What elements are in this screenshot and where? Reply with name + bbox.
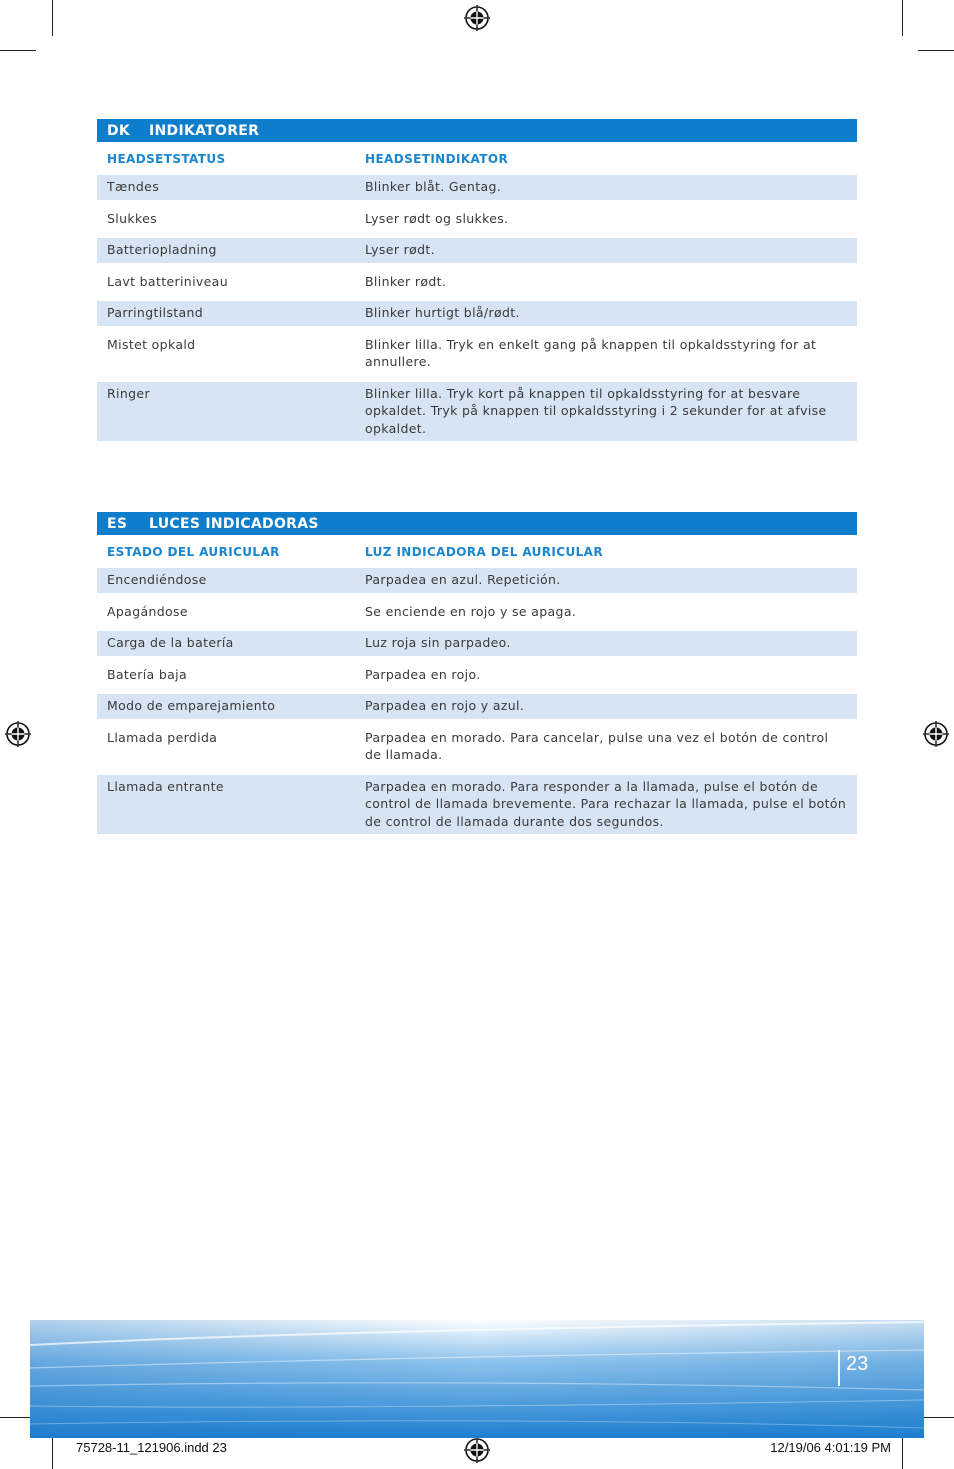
indicator-cell: Se enciende en rojo y se apaga. [365,603,577,619]
registration-mark-icon [5,721,31,747]
table-row [97,568,857,593]
crop-mark [918,50,954,51]
status-cell: Mistet opkald [107,336,196,352]
column-header-indicator: LUZ INDICADORA DEL AURICULAR [365,544,604,559]
language-code: ES [107,516,128,532]
slug-datetime: 12/19/06 4:01:19 PM [770,1440,891,1455]
table-row [97,631,857,656]
table-row [97,301,857,326]
section-title: LUCES INDICADORAS [149,516,319,532]
table-row [97,238,857,263]
language-code: DK [107,123,131,139]
status-cell: Apagándose [107,603,188,619]
status-cell: Batteriopladning [107,242,217,257]
section-header [97,512,857,535]
column-header-status: HEADSETSTATUS [107,151,226,166]
status-cell: Ringer [107,385,150,401]
status-cell: Llamada entrante [107,778,224,794]
registration-mark-icon [923,721,949,747]
table-row [97,175,857,200]
registration-mark-icon [464,1437,490,1463]
indicator-cell: Blinker blåt. Gentag. [365,179,502,194]
footer-wave-band [30,1320,924,1438]
registration-mark-icon [464,5,490,31]
crop-mark [52,0,53,36]
indicator-cell: Lyser rødt og slukkes. [365,210,509,226]
status-cell: Encendiéndose [107,572,207,587]
status-cell: Carga de la batería [107,635,234,650]
crop-mark [902,1438,903,1469]
table-row [97,333,857,375]
indicator-cell: Parpadea en rojo. [365,666,481,682]
status-cell: Parringtilstand [107,305,204,320]
indicator-cell: Lyser rødt. [365,242,435,257]
indicator-cell: Parpadea en rojo y azul. [365,698,525,713]
indicator-cell: Blinker hurtigt blå/rødt. [365,305,520,320]
table-row [97,207,857,232]
page-number-divider [838,1350,840,1386]
table-row [97,600,857,625]
status-cell: Modo de emparejamiento [107,698,276,713]
page-number: 23 [846,1353,869,1375]
crop-mark [0,50,36,51]
table-row [97,775,857,835]
indicator-cell: Blinker rødt. [365,273,447,289]
section-header [97,119,857,142]
table-row [97,694,857,719]
es-indicator-table [97,512,857,834]
status-cell: Slukkes [107,210,158,226]
section-title: INDIKATORER [149,123,260,139]
status-cell: Llamada perdida [107,729,218,745]
indicator-cell: Blinker lilla. Tryk kort på knappen til opkaldsstyring for at besvare opkaldet. Tryk på knappen til opkaldsstyring i 2 sekunder for at afvise opkaldet. [365,385,827,436]
table-row [97,726,857,768]
indicator-cell: Parpadea en morado. Para responder a la llamada, pulse el botón de control de llamada brevemente. Para rechazar la llamada, pulse el botón de control de llamada durante dos segundos. [365,778,847,829]
indicator-cell: Luz roja sin parpadeo. [365,635,511,650]
table-row [97,270,857,295]
status-cell: Tændes [107,179,160,194]
indicator-cell: Blinker lilla. Tryk en enkelt gang på knappen til opkaldsstyring for at annullere. [365,336,817,369]
indicator-cell: Parpadea en azul. Repetición. [365,572,561,587]
slug-filename: 75728-11_121906.indd 23 [76,1440,227,1455]
dk-indicator-table [97,119,857,441]
status-cell: Lavt batteriniveau [107,273,228,289]
status-cell: Batería baja [107,666,187,682]
column-header-status: ESTADO DEL AURICULAR [107,544,280,559]
table-row [97,382,857,442]
column-headers [97,535,857,568]
column-header-indicator: HEADSETINDIKATOR [365,151,509,166]
indicator-cell: Parpadea en morado. Para cancelar, pulse una vez el botón de control de llamada. [365,729,829,762]
table-row [97,663,857,688]
crop-mark [52,1438,53,1469]
column-headers [97,142,857,175]
crop-mark [902,0,903,36]
